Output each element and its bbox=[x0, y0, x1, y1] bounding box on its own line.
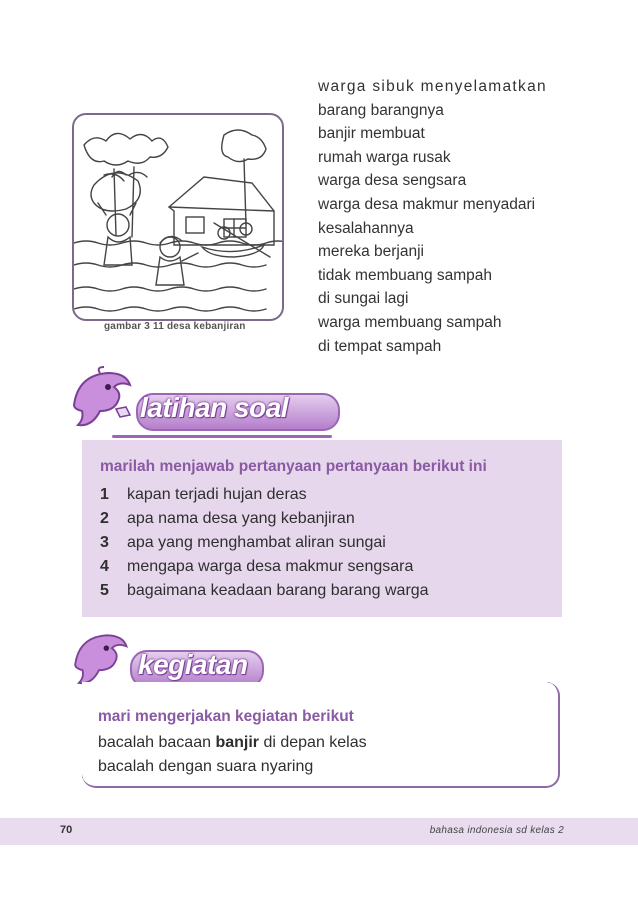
poem-line: warga desa makmur menyadari bbox=[318, 195, 536, 213]
latihan-soal-box bbox=[82, 440, 562, 617]
question-item: 4 mengapa warga desa makmur sengsara bbox=[100, 558, 414, 575]
poem-line: mereka berjanji bbox=[318, 243, 424, 261]
poem-line: warga membuang sampah bbox=[318, 313, 502, 331]
latihan-soal-header bbox=[60, 365, 330, 440]
question-item: 3 apa yang menghambat aliran sungai bbox=[100, 534, 386, 551]
question-item: 2 apa nama desa yang kebanjiran bbox=[100, 510, 355, 527]
figure-caption: gambar 3 11 desa kebanjiran bbox=[104, 321, 246, 332]
poem-line: warga sibuk menyelamatkan bbox=[318, 78, 547, 95]
poem-text bbox=[318, 75, 568, 358]
book-title: bahasa indonesia sd kelas 2 bbox=[429, 825, 564, 836]
kegiatan-instruction: mari mengerjakan kegiatan berikut bbox=[98, 708, 354, 725]
kegiatan-line-1: bacalah bacaan banjir di depan kelas bbox=[98, 734, 367, 751]
kegiatan-box bbox=[82, 682, 560, 788]
poem-line: di sungai lagi bbox=[318, 290, 409, 308]
latihan-instruction: marilah menjawab pertanyaan pertanyaan berikut ini bbox=[100, 458, 487, 475]
bold-word: banjir bbox=[215, 734, 259, 751]
flood-illustration bbox=[72, 113, 284, 321]
poem-line: banjir membuat bbox=[318, 125, 425, 143]
kegiatan-line-2: bacalah dengan suara nyaring bbox=[98, 758, 314, 775]
poem-line: di tempat sampah bbox=[318, 337, 442, 355]
poem-line: kesalahannya bbox=[318, 219, 414, 237]
question-item: 1 kapan terjadi hujan deras bbox=[100, 486, 307, 503]
page-footer bbox=[0, 818, 638, 845]
dolphin-mascot-icon bbox=[60, 365, 140, 437]
poem-line: tidak membuang sampah bbox=[318, 266, 493, 284]
page-number: 70 bbox=[60, 824, 73, 836]
latihan-soal-title: latihan soal bbox=[140, 392, 289, 423]
kegiatan-title: kegiatan bbox=[138, 649, 248, 680]
poem-line: rumah warga rusak bbox=[318, 148, 451, 166]
poem-line: warga desa sengsara bbox=[318, 172, 467, 190]
poem-line: barang barangnya bbox=[318, 101, 444, 119]
header-swoosh bbox=[112, 435, 332, 438]
question-item: 5 bagaimana keadaan barang barang warga bbox=[100, 582, 429, 599]
flood-scene-drawing bbox=[74, 115, 282, 319]
